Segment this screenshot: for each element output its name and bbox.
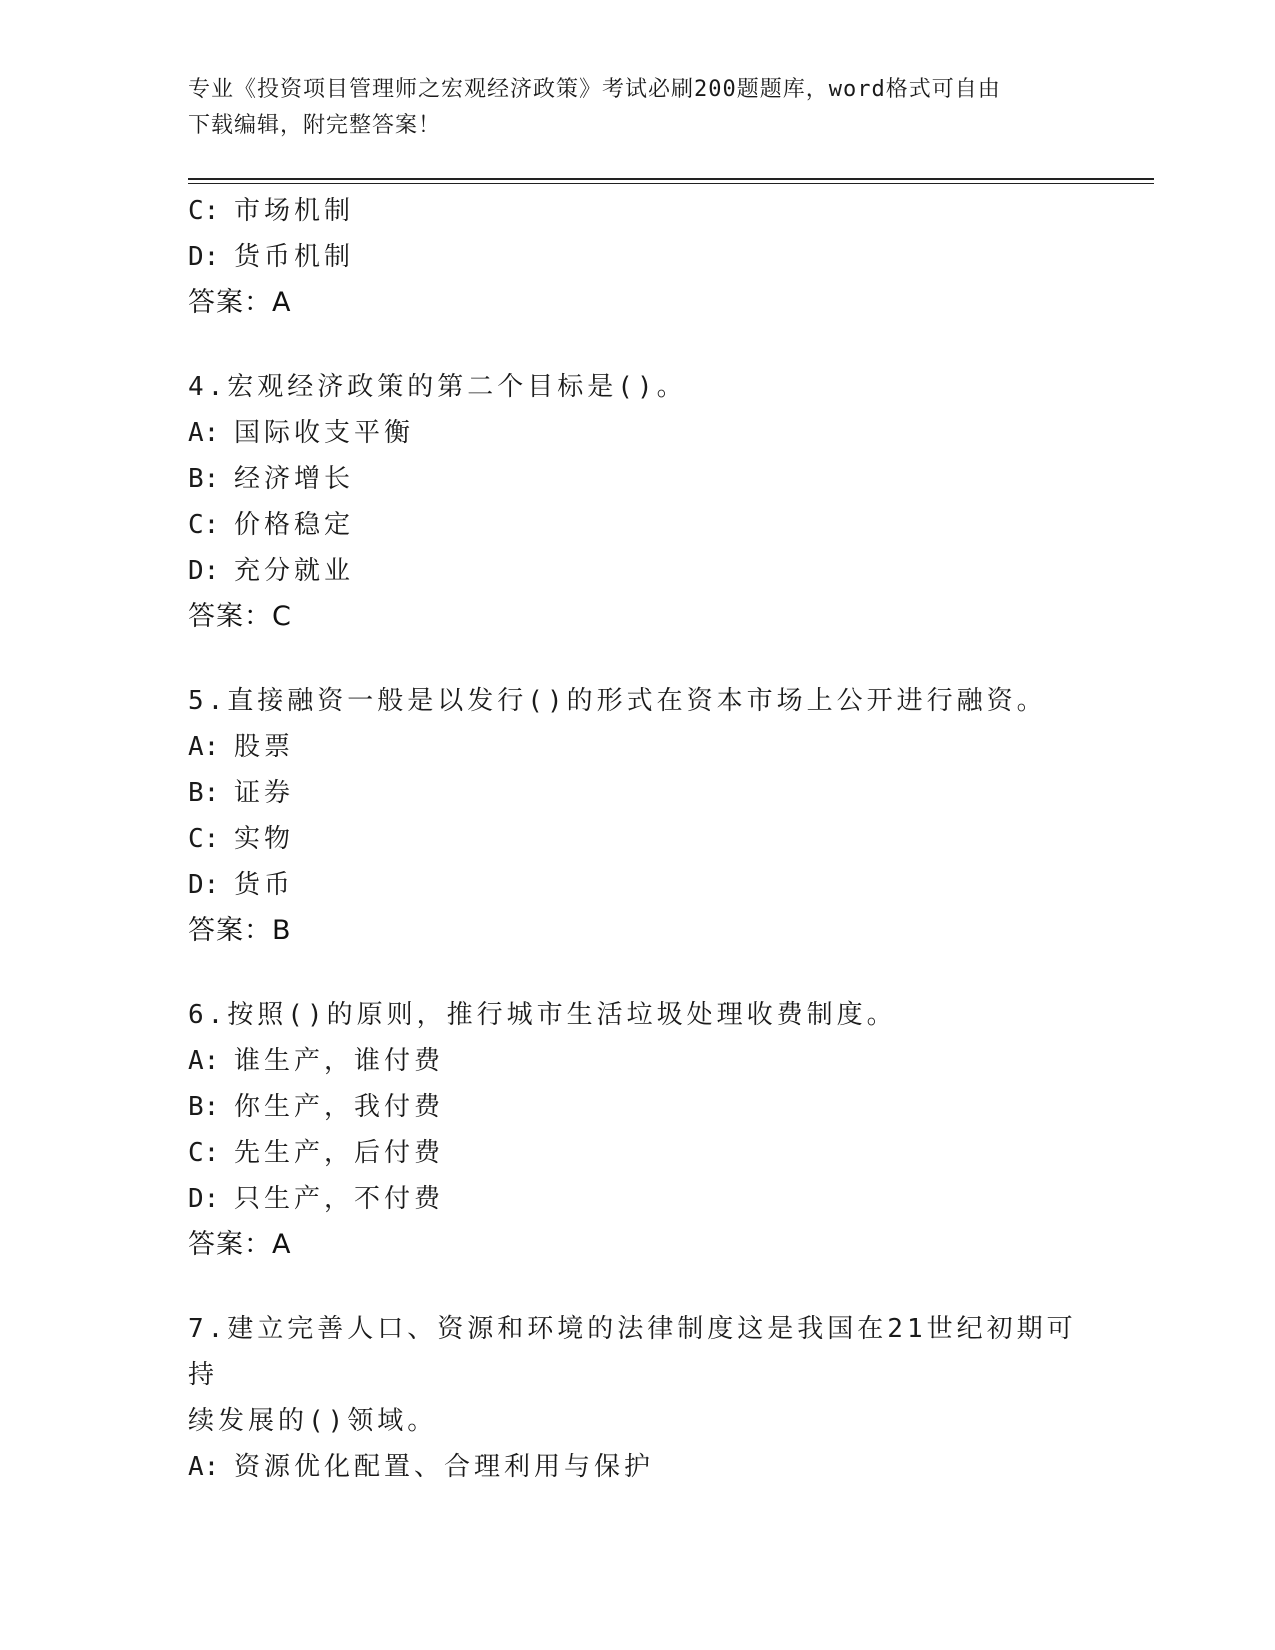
question-stem-line-1: 7.建立完善人口、资源和环境的法律制度这是我国在21世纪初期可持 — [188, 1314, 1077, 1390]
option-text: 充分就业 — [234, 556, 355, 586]
option-label: B: — [188, 778, 220, 808]
option-c — [188, 816, 1088, 862]
option-text: 实物 — [234, 824, 295, 854]
option-label: A: — [188, 418, 220, 448]
option-text: 资源优化配置、合理利用与保护 — [234, 1452, 655, 1482]
option-a — [188, 1038, 1088, 1084]
option-text: 证券 — [234, 778, 295, 808]
header-line-2: 下载编辑，附完整答案！ — [188, 113, 442, 138]
option-text: 只生产，不付费 — [234, 1184, 445, 1214]
question-6 — [188, 992, 1088, 1268]
option-label: C: — [188, 824, 220, 854]
option-label: C: — [188, 1138, 220, 1168]
page-header — [188, 72, 1088, 144]
option-b — [188, 770, 1088, 816]
question-4 — [188, 364, 1088, 640]
option-d — [188, 862, 1088, 908]
answer-line: 答案：A — [188, 287, 292, 318]
question-5 — [188, 678, 1088, 954]
answer-line: 答案：B — [188, 915, 292, 946]
header-line-1: 专业《投资项目管理师之宏观经济政策》考试必刷200题题库，word格式可自由 — [188, 77, 1001, 102]
option-c — [188, 188, 1088, 234]
option-b — [188, 456, 1088, 502]
answer-line: 答案：A — [188, 1229, 292, 1260]
option-label: D: — [188, 1184, 220, 1214]
option-label: A: — [188, 1452, 220, 1482]
option-label: A: — [188, 732, 220, 762]
option-a — [188, 724, 1088, 770]
option-text: 经济增长 — [234, 464, 355, 494]
header-divider-thin — [188, 183, 1154, 184]
option-text: 价格稳定 — [234, 510, 355, 540]
option-label: D: — [188, 870, 220, 900]
option-d — [188, 234, 1088, 280]
option-d — [188, 548, 1088, 594]
option-c — [188, 502, 1088, 548]
option-text: 股票 — [234, 732, 295, 762]
question-stem: 5.直接融资一般是以发行()的形式在资本市场上公开进行融资。 — [188, 686, 1047, 716]
option-text: 谁生产，谁付费 — [234, 1046, 445, 1076]
option-text: 先生产，后付费 — [234, 1138, 445, 1168]
option-text: 货币机制 — [234, 242, 355, 272]
option-text: 你生产，我付费 — [234, 1092, 445, 1122]
option-label: D: — [188, 242, 220, 272]
option-label: B: — [188, 464, 220, 494]
option-a — [188, 1444, 1088, 1490]
option-label: D: — [188, 556, 220, 586]
option-text: 货币 — [234, 870, 295, 900]
question-3-fragment — [188, 188, 1088, 326]
answer-line: 答案：C — [188, 601, 292, 632]
option-a — [188, 410, 1088, 456]
option-label: C: — [188, 196, 220, 226]
question-stem: 4.宏观经济政策的第二个目标是()。 — [188, 372, 687, 402]
question-stem-line-2: 续发展的()领域。 — [188, 1406, 438, 1436]
option-label: A: — [188, 1046, 220, 1076]
question-7 — [188, 1306, 1088, 1490]
question-stem — [188, 1306, 1088, 1444]
header-divider-thick — [188, 178, 1154, 180]
question-stem: 6.按照()的原则，推行城市生活垃圾处理收费制度。 — [188, 1000, 897, 1030]
option-c — [188, 1130, 1088, 1176]
option-d — [188, 1176, 1088, 1222]
document-body — [188, 188, 1088, 1490]
option-text: 市场机制 — [234, 196, 355, 226]
option-label: C: — [188, 510, 220, 540]
option-b — [188, 1084, 1088, 1130]
option-label: B: — [188, 1092, 220, 1122]
option-text: 国际收支平衡 — [234, 418, 415, 448]
